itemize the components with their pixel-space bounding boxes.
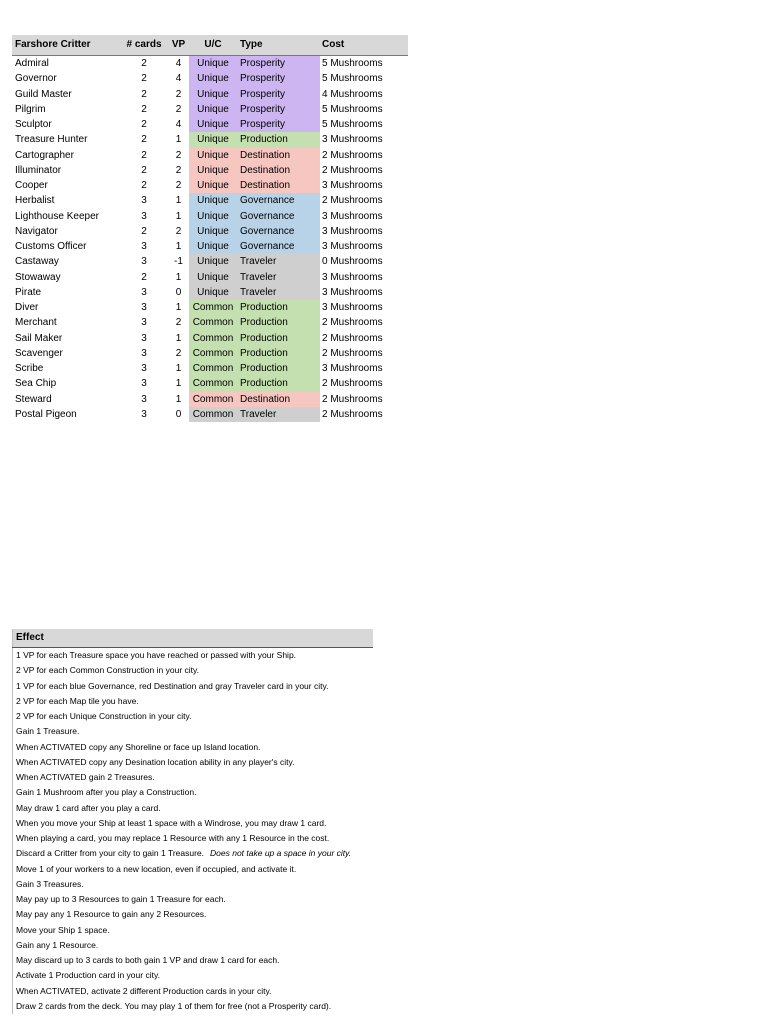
critter-name: Merchant (15, 317, 57, 329)
critter-type: Production (237, 331, 320, 346)
critter-type: Production (237, 132, 320, 147)
effect-text: 1 VP for each Treasure space you have reached or passed with your Ship. (16, 650, 297, 660)
critter-cards: 3 (141, 393, 147, 405)
effect-text: Draw 2 cards from the deck. You may play 1 of them for free (not a Prosperity card). (16, 1000, 332, 1011)
critter-uc: Unique (189, 163, 237, 178)
critter-uc: Common (189, 392, 237, 407)
critter-vp: 1 (175, 332, 182, 344)
critter-name: Navigator (15, 225, 58, 237)
table-row (12, 178, 408, 193)
table-row (12, 407, 408, 422)
critter-cost: 2 Mushrooms (322, 317, 383, 329)
effect-cell (13, 923, 374, 938)
effect-text: When ACTIVATED copy any Shoreline or face up Island location. (16, 741, 261, 752)
critter-vp: 2 (175, 225, 182, 237)
table-row (13, 968, 374, 983)
critter-cost: 3 Mushrooms (322, 363, 383, 374)
table-row (12, 148, 408, 163)
critter-cards: 3 (141, 195, 147, 207)
table-row (12, 346, 408, 361)
critter-uc: Common (189, 407, 237, 422)
critter-cards: 3 (141, 408, 147, 420)
critter-cards: 2 (141, 164, 147, 176)
table-row (12, 87, 408, 102)
header-cost: Cost (320, 35, 408, 56)
critter-cards: 2 (141, 119, 147, 130)
critter-name: Postal Pigeon (15, 408, 77, 420)
table-row (13, 709, 374, 724)
critter-cost: 5 Mushrooms (322, 73, 383, 85)
critter-name: Lighthouse Keeper (15, 210, 99, 222)
critter-name: Pirate (15, 286, 42, 298)
effect-text: When playing a card, you may replace 1 Resource with any 1 Resource in the cost. (16, 833, 330, 843)
effect-text: When ACTIVATED gain 2 Treasures. (16, 772, 155, 782)
critter-cards: 3 (141, 378, 147, 390)
critter-cost: 3 Mushrooms (322, 286, 383, 298)
effect-text: Gain 1 Treasure. (16, 726, 80, 737)
table-row (13, 816, 374, 831)
header-cards: # cards (120, 35, 168, 56)
effect-cell (13, 679, 374, 694)
critter-uc: Common (189, 315, 237, 330)
critter-cards: 2 (141, 149, 147, 161)
effect-text: Gain 1 Mushroom after you play a Construction. (16, 787, 197, 798)
effect-text: Move your Ship 1 space. (16, 924, 110, 935)
critter-cards: 3 (141, 302, 147, 313)
table-row (12, 239, 408, 254)
critter-vp: 1 (175, 302, 182, 313)
critter-cost: 3 Mushrooms (322, 134, 383, 146)
critter-name: Illuminator (15, 164, 62, 176)
critter-vp: 4 (175, 58, 182, 69)
critter-cards: 3 (141, 210, 147, 222)
table-row (12, 392, 408, 407)
table-row (12, 315, 408, 330)
critter-cost: 3 Mushrooms (322, 271, 383, 283)
critter-type: Traveler (237, 254, 320, 269)
table-row (12, 193, 408, 208)
critter-name: Sail Maker (15, 332, 63, 344)
critter-name: Cartographer (15, 149, 74, 161)
critter-name: Sea Chip (15, 378, 57, 390)
table-row (13, 679, 374, 694)
critter-type: Governance (237, 209, 320, 224)
table-row (13, 999, 374, 1014)
table-row (12, 254, 408, 269)
table-row (13, 785, 374, 800)
critter-cost: 2 Mushrooms (322, 378, 383, 390)
effect-text: Gain 3 Treasures. (16, 878, 84, 889)
critter-vp: 2 (175, 180, 182, 191)
critter-uc: Unique (189, 209, 237, 224)
critter-name: Scavenger (15, 347, 63, 359)
effect-cell (13, 846, 374, 861)
table-row (13, 740, 374, 755)
table-row (12, 117, 408, 132)
header-effect: Effect (13, 629, 374, 648)
critter-vp: 0 (175, 286, 182, 298)
table-row (12, 300, 408, 315)
critter-type: Production (237, 315, 320, 330)
critter-cards: 2 (141, 103, 147, 115)
critter-vp: 2 (175, 149, 182, 161)
header-uc: U/C (189, 35, 237, 56)
critter-type: Production (237, 376, 320, 391)
critter-uc: Unique (189, 254, 237, 269)
critter-type: Production (237, 361, 320, 376)
table-row (13, 923, 374, 938)
critter-cost: 2 Mushrooms (322, 408, 383, 420)
table-row (13, 694, 374, 709)
critter-uc: Unique (189, 148, 237, 163)
table-row (12, 132, 408, 147)
table-row (13, 953, 374, 968)
effect-text: May pay any 1 Resource to gain any 2 Resources. (16, 909, 207, 920)
effect-cell (13, 770, 374, 785)
critter-cost: 3 Mushrooms (322, 180, 383, 191)
effect-cell (13, 816, 374, 831)
critter-cost: 2 Mushrooms (322, 332, 383, 344)
critter-uc: Unique (189, 270, 237, 285)
critter-cost: 5 Mushrooms (322, 119, 383, 130)
critter-name: Treasure Hunter (15, 134, 88, 146)
table-row (12, 224, 408, 239)
critter-uc: Unique (189, 224, 237, 239)
critter-name: Diver (15, 302, 39, 313)
effect-text: Move 1 of your workers to a new location, even if occupied, and activate it. (16, 863, 297, 874)
table-row (12, 376, 408, 391)
table-row (13, 663, 374, 678)
critter-cards: 3 (141, 241, 147, 252)
critter-cost: 4 Mushrooms (322, 88, 383, 100)
critter-cards: 3 (141, 317, 147, 329)
effect-cell (13, 984, 374, 999)
critter-cost: 2 Mushrooms (322, 149, 383, 161)
critter-name: Herbalist (15, 195, 55, 207)
effect-text: May pay up to 3 Resources to gain 1 Treasure for each. (16, 894, 226, 904)
header-type: Type (237, 35, 320, 56)
critter-vp: 2 (175, 103, 182, 115)
critter-type: Prosperity (237, 87, 320, 102)
effect-cell (13, 694, 374, 709)
table-row (12, 285, 408, 300)
table-row (12, 163, 408, 178)
critter-cards: 2 (141, 225, 147, 237)
critter-uc: Unique (189, 117, 237, 132)
critter-cost: 3 Mushrooms (322, 210, 383, 222)
table-row (12, 331, 408, 346)
critter-uc: Common (189, 361, 237, 376)
critter-vp: 4 (175, 119, 182, 130)
effect-cell (13, 755, 374, 770)
critter-uc: Common (189, 300, 237, 315)
table-row (13, 984, 374, 999)
critter-name: Steward (15, 393, 52, 405)
critter-cards: 2 (141, 180, 147, 191)
table-row (12, 71, 408, 86)
effect-text: Activate 1 Production card in your city. (16, 970, 160, 981)
critter-type: Traveler (237, 285, 320, 300)
table-row (12, 102, 408, 117)
effect-text: When ACTIVATED copy any Desination location ability in any player's city. (16, 756, 295, 767)
critter-uc: Unique (189, 178, 237, 193)
critter-name: Guild Master (15, 88, 72, 100)
critter-name: Admiral (15, 58, 49, 69)
critter-type: Destination (237, 178, 320, 193)
critter-uc: Unique (189, 193, 237, 208)
critter-uc: Unique (189, 285, 237, 300)
critter-vp: 2 (175, 317, 182, 329)
critter-uc: Common (189, 331, 237, 346)
table-row (13, 862, 374, 877)
critter-cards: 2 (141, 134, 147, 146)
critter-uc: Common (189, 346, 237, 361)
critter-type: Prosperity (237, 117, 320, 132)
critter-type: Governance (237, 193, 320, 208)
critter-uc: Unique (189, 132, 237, 147)
critter-cost: 5 Mushrooms (322, 103, 383, 115)
effect-text: 2 VP for each Unique Construction in your city. (16, 711, 192, 721)
effect-cell (13, 999, 374, 1014)
effect-cell (13, 877, 374, 892)
critter-cost: 3 Mushrooms (322, 241, 383, 252)
effect-cell (13, 740, 374, 755)
critter-table (12, 35, 408, 422)
critter-uc: Common (189, 376, 237, 391)
table-row (12, 209, 408, 224)
critter-type: Prosperity (237, 56, 320, 72)
critter-cards: 2 (141, 58, 147, 69)
effect-cell (13, 724, 374, 739)
critter-vp: 1 (175, 363, 182, 374)
critter-vp: 1 (175, 393, 182, 405)
critter-type: Traveler (237, 270, 320, 285)
critter-vp: 0 (175, 408, 182, 420)
effect-text: May draw 1 card after you play a card. (16, 802, 161, 813)
critter-table-header (12, 35, 408, 56)
critter-vp: 1 (175, 241, 182, 252)
critter-type: Governance (237, 224, 320, 239)
critter-type: Destination (237, 392, 320, 407)
critter-cards: 3 (141, 363, 147, 374)
table-row (13, 770, 374, 785)
critter-cost: 0 Mushrooms (322, 256, 383, 268)
critter-name: Stowaway (15, 271, 61, 283)
table-row (13, 801, 374, 816)
effect-cell (13, 968, 374, 983)
effect-cell (13, 785, 374, 800)
critter-vp: 1 (175, 378, 182, 390)
effect-text: 2 VP for each Common Construction in your city. (16, 665, 199, 676)
critter-uc: Unique (189, 102, 237, 117)
effect-cell (13, 831, 374, 846)
effect-text: 2 VP for each Map tile you have. (16, 695, 139, 706)
critter-cards: 2 (141, 88, 147, 100)
effect-text: May discard up to 3 cards to both gain 1 VP and draw 1 card for each. (16, 955, 280, 965)
critter-name: Castaway (15, 256, 59, 268)
critter-vp: 1 (175, 134, 182, 146)
effect-cell (13, 709, 374, 724)
table-row (13, 892, 374, 907)
critter-vp: 2 (175, 347, 182, 359)
effect-text: When you move your Ship at least 1 space with a Windrose, you may draw 1 card. (16, 817, 327, 828)
effect-text: Gain any 1 Resource. (16, 939, 99, 950)
table-row (13, 831, 374, 846)
effects-table-header (13, 629, 374, 648)
effect-text: Discard a Critter from your city to gain 1 Treasure. (16, 848, 205, 859)
effect-cell (13, 938, 374, 953)
table-row (13, 755, 374, 770)
effect-cell (13, 801, 374, 816)
critter-vp: -1 (174, 256, 183, 268)
critter-type: Prosperity (237, 71, 320, 86)
critter-cards: 2 (141, 271, 147, 283)
critter-type: Traveler (237, 407, 320, 422)
critter-name: Customs Officer (15, 241, 87, 252)
critter-vp: 4 (175, 73, 182, 85)
table-row (13, 877, 374, 892)
header-critter: Farshore Critter (12, 35, 120, 56)
effect-cell (13, 862, 374, 877)
critter-uc: Unique (189, 71, 237, 86)
effects-table (12, 629, 373, 1014)
effect-text: 1 VP for each blue Governance, red Destination and gray Traveler card in your city. (16, 680, 329, 691)
critter-cost: 3 Mushrooms (322, 302, 383, 313)
critter-cards: 3 (141, 347, 147, 359)
critter-cost: 3 Mushrooms (322, 225, 383, 237)
table-row (13, 846, 374, 861)
critter-name: Governor (15, 73, 57, 85)
critter-name: Sculptor (15, 119, 52, 130)
critter-type: Production (237, 346, 320, 361)
critter-uc: Unique (189, 239, 237, 254)
critter-cost: 2 Mushrooms (322, 195, 383, 207)
effect-cell (13, 907, 374, 922)
critter-cost: 5 Mushrooms (322, 58, 383, 69)
critter-vp: 1 (175, 210, 182, 222)
critter-vp: 2 (175, 88, 182, 100)
header-vp: VP (168, 35, 189, 56)
critter-cards: 3 (141, 286, 147, 298)
table-row (13, 938, 374, 953)
effect-cell (13, 953, 374, 968)
critter-cards: 3 (141, 332, 147, 344)
critter-type: Governance (237, 239, 320, 254)
critter-type: Destination (237, 148, 320, 163)
critter-vp: 1 (175, 271, 182, 283)
effect-cell (13, 892, 374, 907)
table-row (13, 907, 374, 922)
table-row (12, 270, 408, 285)
table-row (12, 361, 408, 376)
critter-cards: 2 (141, 73, 147, 85)
effect-text: When ACTIVATED, activate 2 different Production cards in your city. (16, 985, 272, 996)
critter-name: Scribe (15, 363, 44, 374)
critter-type: Production (237, 300, 320, 315)
critter-type: Prosperity (237, 102, 320, 117)
critter-name: Cooper (15, 180, 48, 191)
critter-vp: 2 (175, 164, 182, 176)
table-row (13, 648, 374, 664)
critter-vp: 1 (175, 195, 182, 207)
table-row (13, 724, 374, 739)
effect-note: Does not take up a space in your city. (210, 848, 352, 859)
table-row (12, 56, 408, 72)
critter-type: Destination (237, 163, 320, 178)
critter-cost: 2 Mushrooms (322, 347, 383, 359)
critter-cost: 2 Mushrooms (322, 393, 383, 405)
effect-cell (13, 663, 374, 678)
critter-uc: Unique (189, 56, 237, 72)
critter-uc: Unique (189, 87, 237, 102)
effect-cell (13, 648, 374, 664)
critter-name: Pilgrim (15, 103, 46, 115)
critter-cost: 2 Mushrooms (322, 164, 383, 176)
critter-cards: 3 (141, 256, 147, 268)
